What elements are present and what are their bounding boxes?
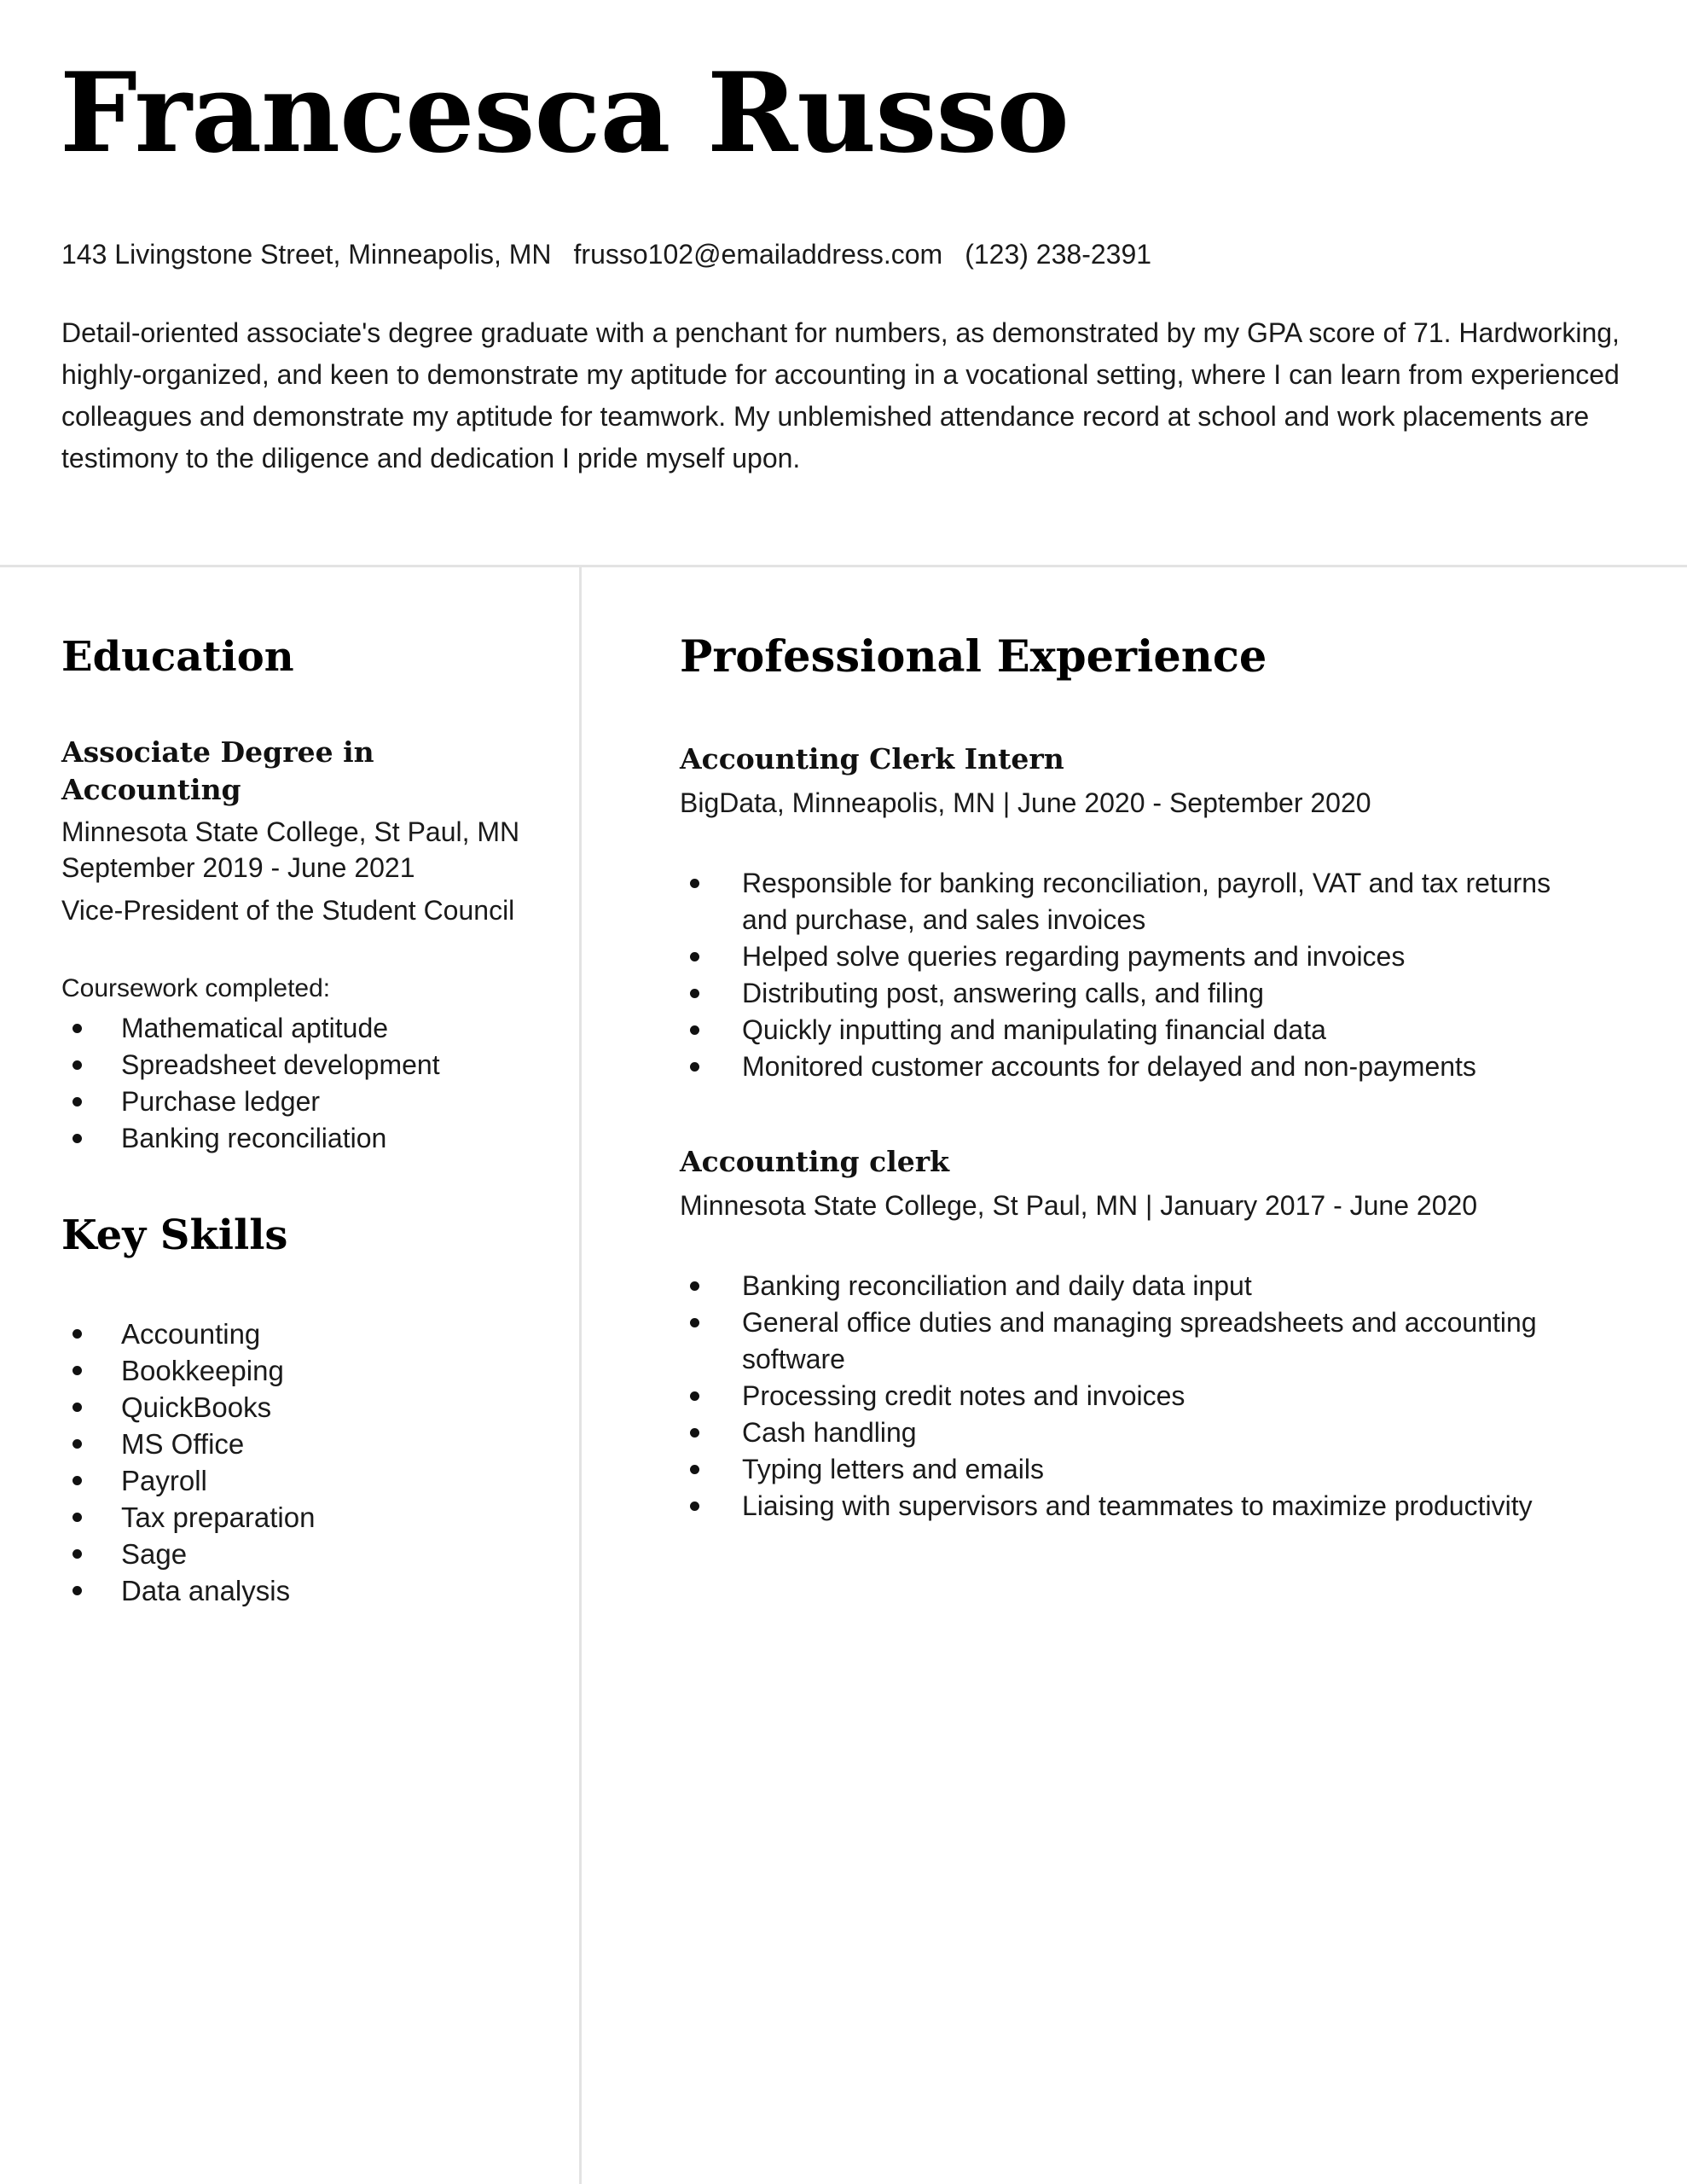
experience-heading: Professional Experience — [680, 631, 1267, 682]
bullet-icon — [72, 1549, 82, 1559]
list-item-text: Cash handling — [742, 1417, 917, 1448]
horizontal-divider — [0, 565, 1687, 567]
list-item-text: Bookkeeping — [121, 1355, 284, 1386]
list-item — [680, 1012, 1595, 1048]
job-title: Accounting Clerk Intern — [680, 742, 1064, 775]
list-item-text: Responsible for banking reconciliation, payroll, VAT and tax returns and purchase, and sales invoices — [742, 868, 1551, 935]
list-item-text: General office duties and managing spreadsheets and accounting software — [742, 1307, 1537, 1374]
contact-line — [61, 235, 1174, 273]
list-item-text: Banking reconciliation and daily data input — [742, 1270, 1252, 1301]
job-bullets — [680, 1268, 1618, 1525]
list-item — [61, 1389, 556, 1426]
education-dates: September 2019 - June 2021 — [61, 852, 415, 883]
list-item-text: MS Office — [121, 1428, 245, 1460]
list-item-text: Typing letters and emails — [742, 1454, 1044, 1484]
list-item — [680, 1378, 1595, 1414]
list-item-text: Purchase ledger — [121, 1086, 321, 1117]
coursework-list — [61, 1010, 556, 1157]
summary: Detail-oriented associate's degree graduate with a penchant for numbers, as demonstrated by my GPA score of 71. Hardworking, highly-organized, and keen to demonstrate my aptitude for accounting in a vocational setting, where I can learn from experienced colleagues and demonstrate my aptitude for teamwork. My unblemished attendance record at school and work placements are testimony to the diligence and dedication I pride myself upon. — [61, 317, 1620, 473]
bullet-icon — [72, 1476, 82, 1485]
list-item-text: Accounting — [121, 1318, 261, 1350]
list-item-text: Payroll — [121, 1465, 207, 1496]
list-item — [61, 1047, 556, 1083]
skills-list — [61, 1316, 556, 1609]
contact-email: frusso102@emailaddress.com — [573, 239, 943, 270]
bullet-icon — [72, 1134, 82, 1143]
right-column — [680, 631, 1618, 1525]
list-item-text: Data analysis — [121, 1575, 291, 1606]
list-item — [61, 1426, 556, 1462]
list-item-text: Tax preparation — [121, 1502, 316, 1533]
list-item — [61, 1316, 556, 1352]
job-entry — [680, 741, 1618, 1085]
coursework-label: Coursework completed: — [61, 974, 331, 1002]
list-item-text: Banking reconciliation — [121, 1123, 387, 1153]
list-item-text: Monitored customer accounts for delayed and non-payments — [742, 1051, 1476, 1082]
list-item — [61, 1083, 556, 1120]
bullet-icon — [690, 1318, 699, 1327]
bullet-icon — [72, 1403, 82, 1412]
list-item — [61, 1462, 556, 1499]
list-item — [680, 1414, 1595, 1451]
list-item-text: Mathematical aptitude — [121, 1013, 389, 1043]
list-item — [680, 1451, 1595, 1488]
bullet-icon — [690, 1502, 699, 1511]
list-item — [61, 1499, 556, 1536]
bullet-icon — [690, 1281, 699, 1291]
degree-title: Associate Degree in Accounting — [61, 735, 374, 806]
bullet-icon — [690, 1062, 699, 1072]
list-item — [680, 1048, 1595, 1085]
job-entry — [680, 1143, 1618, 1525]
bullet-icon — [690, 1025, 699, 1035]
list-item-text: Liaising with supervisors and teammates to maximize productivity — [742, 1490, 1533, 1521]
list-item-text: Sage — [121, 1538, 188, 1570]
left-column — [61, 631, 556, 1609]
job-title: Accounting clerk — [680, 1145, 949, 1178]
list-item — [680, 938, 1595, 975]
list-item-text: Processing credit notes and invoices — [742, 1380, 1186, 1411]
list-item-text: QuickBooks — [121, 1391, 272, 1423]
education-heading: Education — [61, 633, 294, 681]
list-item-text: Distributing post, answering calls, and filing — [742, 978, 1264, 1008]
bullet-icon — [72, 1024, 82, 1033]
list-item-text: Helped solve queries regarding payments and invoices — [742, 941, 1406, 972]
job-meta: Minnesota State College, St Paul, MN | January 2017 - June 2020 — [680, 1190, 1478, 1221]
bullet-icon — [690, 952, 699, 961]
list-item — [61, 1572, 556, 1609]
list-item — [680, 1304, 1595, 1378]
list-item-text: Quickly inputting and manipulating financial data — [742, 1014, 1326, 1045]
list-item — [61, 1120, 556, 1157]
contact-address: 143 Livingstone Street, Minneapolis, MN — [61, 239, 552, 270]
education-role: Vice-President of the Student Council — [61, 895, 515, 926]
candidate-name: Francesca Russo — [60, 49, 1069, 177]
bullet-icon — [72, 1060, 82, 1070]
bullet-icon — [690, 1391, 699, 1401]
vertical-divider — [579, 567, 582, 2184]
job-bullets — [680, 865, 1618, 1085]
list-item — [680, 1268, 1595, 1304]
bullet-icon — [690, 1465, 699, 1474]
bullet-icon — [72, 1097, 82, 1107]
list-item-text: Spreadsheet development — [121, 1049, 440, 1080]
bullet-icon — [72, 1439, 82, 1449]
bullet-icon — [72, 1366, 82, 1375]
list-item — [680, 975, 1595, 1012]
school: Minnesota State College, St Paul, MN — [61, 816, 520, 847]
list-item — [61, 1352, 556, 1389]
bullet-icon — [72, 1329, 82, 1339]
key-skills-heading: Key Skills — [61, 1211, 288, 1259]
list-item — [680, 865, 1595, 938]
job-meta: BigData, Minneapolis, MN | June 2020 - September 2020 — [680, 787, 1371, 818]
bullet-icon — [690, 1428, 699, 1438]
bullet-icon — [690, 989, 699, 998]
bullet-icon — [72, 1586, 82, 1595]
list-item — [61, 1010, 556, 1047]
bullet-icon — [72, 1513, 82, 1522]
list-item — [61, 1536, 556, 1572]
list-item — [680, 1488, 1595, 1525]
bullet-icon — [690, 879, 699, 888]
contact-phone: (123) 238-2391 — [965, 239, 1152, 270]
